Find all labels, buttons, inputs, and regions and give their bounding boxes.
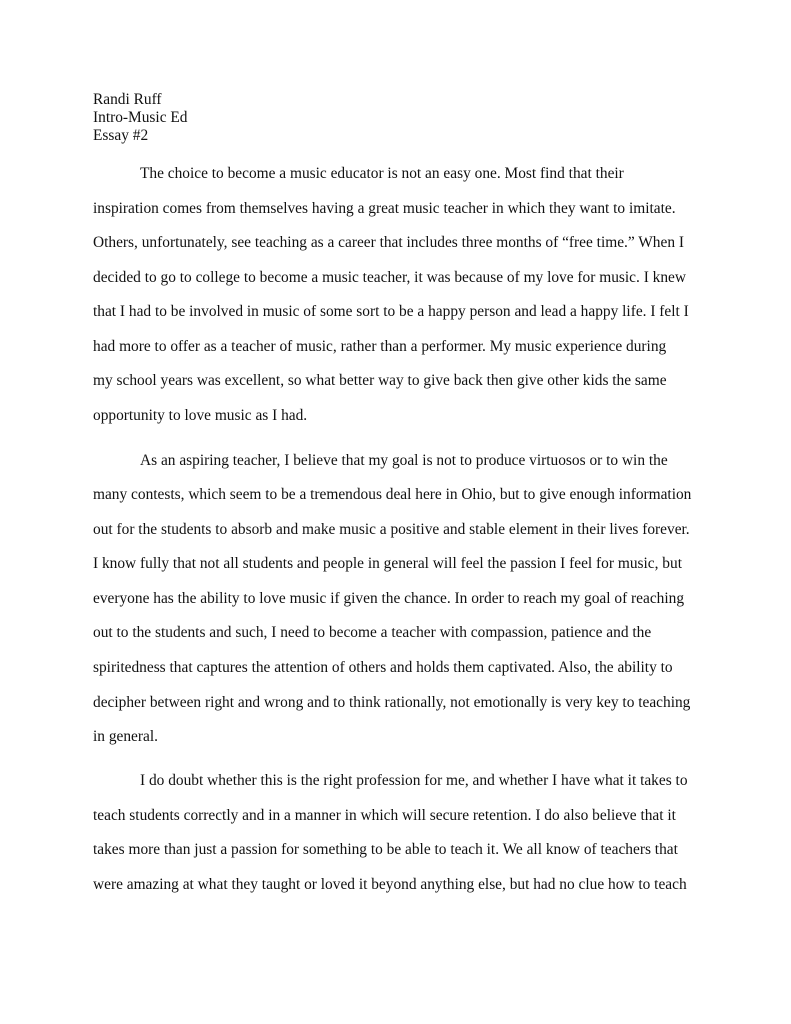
paragraph-line: were amazing at what they taught or loved it beyond anything else, but had no clue how to teach (93, 876, 687, 893)
course-name: Intro-Music Ed (93, 109, 188, 126)
paragraph-line: decided to go to college to become a music teacher, it was because of my love for music. I knew (93, 269, 686, 286)
paragraph-line: in general. (93, 728, 158, 745)
essay-header (93, 91, 187, 145)
paragraph-line: takes more than just a passion for something to be able to teach it. We all know of teachers that (93, 841, 678, 858)
paragraph-line: opportunity to love music as I had. (93, 407, 308, 424)
paragraph-line: I do doubt whether this is the right profession for me, and whether I have what it takes to (140, 772, 688, 789)
paragraph-line: out for the students to absorb and make music a positive and stable element in their lives forever. (93, 521, 690, 538)
paragraph-line: out to the students and such, I need to become a teacher with compassion, patience and the (93, 624, 652, 641)
paragraph-line: Others, unfortunately, see teaching as a career that includes three months of “free time.” When I (93, 234, 685, 251)
paragraph-line: The choice to become a music educator is not an easy one. Most find that their (140, 165, 624, 182)
paragraph-line: had more to offer as a teacher of music, rather than a performer. My music experience during (93, 338, 667, 355)
paragraph-line: everyone has the ability to love music if given the chance. In order to reach my goal of reaching (93, 590, 685, 607)
paragraph-line: As an aspiring teacher, I believe that my goal is not to produce virtuosos or to win the (140, 452, 668, 469)
paragraph-line: I know fully that not all students and people in general will feel the passion I feel for music, but (93, 555, 682, 572)
paragraph-line: teach students correctly and in a manner in which will secure retention. I do also believe that it (93, 807, 676, 824)
assignment-title: Essay #2 (93, 127, 149, 144)
paragraph-line: decipher between right and wrong and to think rationally, not emotionally is very key to teaching (93, 694, 691, 711)
paragraph-line: inspiration comes from themselves having a great music teacher in which they want to imitate. (93, 200, 676, 217)
author-name: Randi Ruff (93, 91, 162, 108)
paragraph-line: spiritedness that captures the attention of others and holds them captivated. Also, the ability to (93, 659, 673, 676)
paragraph-line: many contests, which seem to be a tremendous deal here in Ohio, but to give enough information (93, 486, 692, 503)
paragraph-line: my school years was excellent, so what better way to give back then give other kids the same (93, 372, 667, 389)
paragraph-line: that I had to be involved in music of some sort to be a happy person and lead a happy life. I felt I (93, 303, 689, 320)
